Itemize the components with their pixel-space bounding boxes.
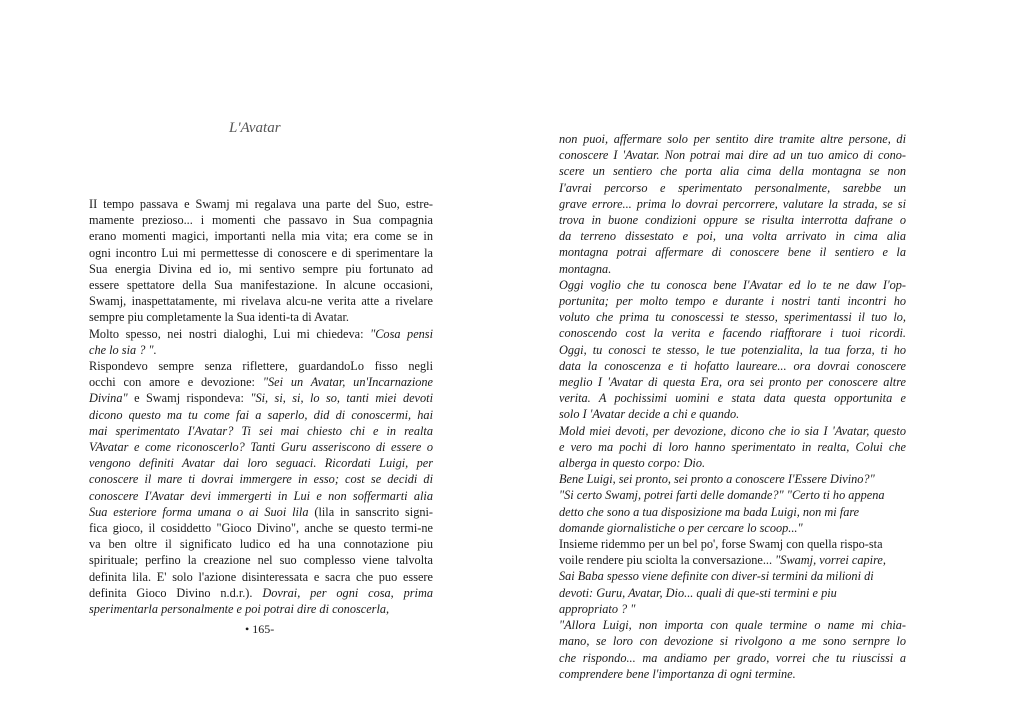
text-segment: Swamj, inaspettatamente, mi rivelava alcu-ne verita atte a rivelare [89, 294, 433, 309]
italic-text-segment: che lo sia ? ". [89, 342, 157, 357]
italic-text-segment: Bene Luigi, sei pronto, sei pronto a conoscere I'Essere Divino?" [559, 472, 875, 487]
italic-text-segment: solo I 'Avatar decide a chi e quando. [559, 407, 740, 422]
text-line [559, 520, 906, 536]
page-number: • 165- [245, 622, 275, 636]
text-line [89, 277, 433, 293]
text-line [89, 585, 433, 601]
text-line [89, 228, 433, 244]
text-line [89, 212, 433, 228]
italic-text-segment: "Sei un Avatar, un'Incarnazione [262, 375, 433, 390]
italic-text-segment: data la conoscenza e ti hofatto laureare... ora dovrai conoscere [559, 358, 906, 373]
italic-text-segment: portunita; per molto tempo e durante i nostri tanti incontri ho [559, 294, 906, 309]
text-segment: II tempo passava e Swamj mi regalava una parte del Suo, estre- [89, 197, 433, 211]
text-segment: sempre piu completamente la Sua identi-ta di Avatar. [89, 310, 349, 325]
text-segment: ogni incontro Lui mi permettesse di conoscere e di sperimentare la [89, 245, 433, 260]
text-line [559, 212, 906, 228]
text-segment: occhi con amore e devozione: [89, 375, 263, 390]
italic-text-segment: Sai Baba spesso viene definite con diver-si termini da milioni di [559, 569, 874, 584]
text-segment: definita lila. E' solo l'azione disinteressata e sacra che puo essere [89, 569, 433, 584]
italic-text-segment: I'avrai percorso e sperimentato personalmente, sarebbe un [559, 180, 906, 195]
italic-text-segment: detto che sono a tua disposizione ma bada Luigi, non mi fare [559, 504, 860, 519]
italic-text-segment: che rispondo... ma andiamo per grado, vorrei che tu riuscissi a [559, 650, 906, 665]
text-line [559, 504, 906, 520]
text-line [559, 536, 906, 552]
italic-text-segment: non puoi, affermare solo per sentito dire tramite altre persone, di [559, 132, 906, 146]
right-page-body [559, 131, 906, 682]
text-line [89, 520, 433, 536]
text-line [89, 423, 433, 439]
text-line [559, 552, 906, 568]
text-line [559, 487, 906, 503]
italic-text-segment: Sua esteriore forma umana o ai Suoi lila [89, 504, 309, 519]
text-line [89, 601, 433, 617]
text-segment: essere spettatore della Sua manifestazione. In alcune occasioni, [89, 278, 433, 293]
text-line [559, 180, 906, 196]
text-line [89, 261, 433, 277]
text-line [559, 131, 906, 147]
text-line [89, 374, 433, 390]
text-line [89, 407, 433, 423]
text-segment: va ben oltre il significato ludico ed ha una connotazione piu [89, 537, 433, 552]
italic-text-segment: grave errore... prima lo dovrai percorrere, valutare la strada, se si [559, 196, 906, 211]
italic-text-segment: conoscere I 'Avatar. Non potrai mai dire ad un tuo amico di cono- [559, 148, 906, 163]
text-line [559, 617, 906, 633]
italic-text-segment: montagna. [559, 261, 612, 276]
italic-text-segment: VAvatar e come riconoscerlo? Tanti Guru asseriscono di essere o [89, 440, 433, 455]
text-segment: Sua energia Divina ed io, mi sentivo sempre piu fortunato ad [89, 261, 433, 276]
text-line [89, 504, 433, 520]
italic-text-segment: "Cosa pensi [370, 326, 433, 341]
text-line [559, 666, 906, 682]
text-line [89, 326, 433, 342]
italic-text-segment: Oggi voglio che tu conosca bene I'Avatar ed lo te ne daw I'op- [559, 277, 906, 292]
italic-text-segment: alberga in questo corpo: Dio. [559, 456, 706, 471]
text-line [89, 358, 433, 374]
text-line [559, 309, 906, 325]
text-segment: erano momenti magici, importanti nella mia vita; era come se in [89, 229, 433, 244]
text-line [559, 585, 906, 601]
text-line [89, 471, 433, 487]
text-line [559, 261, 906, 277]
italic-text-segment: voluto che prima tu conoscessi te stesso, sperimentassi il tuo lo, [559, 310, 906, 325]
text-line [89, 342, 433, 358]
italic-text-segment: verita. A pochissimi uomini e stata data questa opportunita e [559, 391, 906, 406]
text-line [89, 536, 433, 552]
text-segment: mamente prezioso... i momenti che passavo in Sua compagnia [89, 213, 433, 228]
text-line [559, 601, 906, 617]
italic-text-segment: Mold miei devoti, per devozione, dicono che io sia I 'Avatar, questo [559, 423, 906, 438]
italic-text-segment: meglio I 'Avatar di questa Era, ora sei pronto per conoscere altre [559, 375, 906, 390]
text-line [559, 650, 906, 666]
italic-text-segment: vengono definiti Avatar dai loro seguaci. Ricordati Luigi, per [89, 456, 433, 471]
text-line [89, 196, 433, 212]
text-line [559, 406, 906, 422]
text-line [89, 455, 433, 471]
italic-text-segment: Dovrai, per ogni cosa, prima [262, 585, 433, 600]
text-segment: spirituale; perfino la creazione nel suo complesso viene talvolta [89, 553, 433, 568]
italic-text-segment: trova in buone condizioni oppure se risulta interrotta dafrane o [559, 213, 906, 228]
text-line [89, 309, 433, 325]
text-segment: (lila in sanscrito signi- [308, 504, 433, 519]
italic-text-segment: "Swamj, vorrei capire, [775, 553, 886, 568]
text-line [559, 228, 906, 244]
italic-text-segment: appropriato ? " [559, 601, 636, 616]
italic-text-segment: devoti: Guru, Avatar, Dio... quali di que-sti termini e piu [559, 585, 837, 600]
text-line [559, 163, 906, 179]
text-line [89, 439, 433, 455]
text-line [559, 568, 906, 584]
text-line [559, 455, 906, 471]
text-line [89, 552, 433, 568]
text-line [559, 390, 906, 406]
text-segment: voile rendere piu sciolta la conversazione... [559, 553, 776, 568]
text-segment: Molto spesso, nei nostri dialoghi, Lui mi chiedeva: [89, 326, 371, 341]
text-line [559, 633, 906, 649]
italic-text-segment: sperimentarla personalmente e poi potrai dire di conoscerla, [89, 602, 390, 617]
text-line [559, 277, 906, 293]
text-segment: definita Gioco Divino n.d.r.). [89, 585, 263, 600]
text-segment: e Swamj rispondeva: [127, 391, 251, 406]
text-line [559, 342, 906, 358]
italic-text-segment: comprendere bene l'importanza di ogni termine. [559, 666, 796, 681]
text-line [559, 147, 906, 163]
italic-text-segment: "Si, si, si, lo so, tanti miei devoti [250, 391, 433, 406]
right-page [512, 0, 1024, 724]
text-line [89, 390, 433, 406]
text-line [89, 293, 433, 309]
text-line [89, 488, 433, 504]
text-segment: Insieme ridemmo per un bel po', forse Swamj con quella rispo-sta [559, 537, 883, 552]
italic-text-segment: conoscendo cost la verita e facendo riafftorare i tuoi ricordi. [559, 326, 906, 341]
italic-text-segment: dicono questo ma tu come fai a saperlo, did di conoscermi, hai [89, 407, 433, 422]
text-line [559, 374, 906, 390]
italic-text-segment: mai sperimentato I'Avatar? Ti sei mai chiesto chi e in realta [89, 423, 433, 438]
italic-text-segment: Oggi, tu conosci te stesso, le tue potenzialita, la tua forza, ti ho [559, 342, 906, 357]
italic-text-segment: e vero ma pochi di loro hanno sperimentato in realta, Colui che [559, 439, 906, 454]
text-segment: fica gioco, il cosiddetto "Gioco Divino", anche se questo termi-ne [89, 521, 433, 536]
italic-text-segment: conoscere il mare ti dovrai immergere in esso; cost se decidi di [89, 472, 433, 487]
italic-text-segment: da terreno dissestato e poi, una volta arrivato in cima alia [559, 229, 906, 244]
italic-text-segment: mano, se loro con devozione si rivolgono a me sono sernpre lo [559, 634, 906, 649]
italic-text-segment: conoscere I'Avatar devi immergerti in Lui e non soffermarti alia [89, 488, 433, 503]
text-line [559, 293, 906, 309]
text-line [89, 569, 433, 585]
italic-text-segment: domande giornalistiche o per cercare lo scoop..." [559, 520, 803, 535]
chapter-title: L'Avatar [229, 120, 281, 136]
italic-text-segment: "Allora Luigi, non importa con quale termine o name mi chia- [559, 618, 906, 633]
italic-text-segment: Divina" [89, 391, 128, 406]
italic-text-segment: scere un sentiero che porta alia cima della montagna se non [559, 164, 906, 179]
text-line [559, 196, 906, 212]
text-line [559, 471, 906, 487]
text-segment: Rispondevo sempre senza riflettere, guardandoLo fisso negli [89, 359, 433, 374]
text-line [89, 245, 433, 261]
italic-text-segment: montagna potrai affermare di conoscere bene il sentiero e la [559, 245, 906, 260]
text-line [559, 423, 906, 439]
italic-text-segment: "Si certo Swamj, potrei farti delle domande?" "Certo ti ho appena [559, 488, 885, 503]
text-line [559, 244, 906, 260]
text-line [559, 439, 906, 455]
text-line [559, 358, 906, 374]
text-line [559, 325, 906, 341]
left-page-body [89, 196, 433, 617]
